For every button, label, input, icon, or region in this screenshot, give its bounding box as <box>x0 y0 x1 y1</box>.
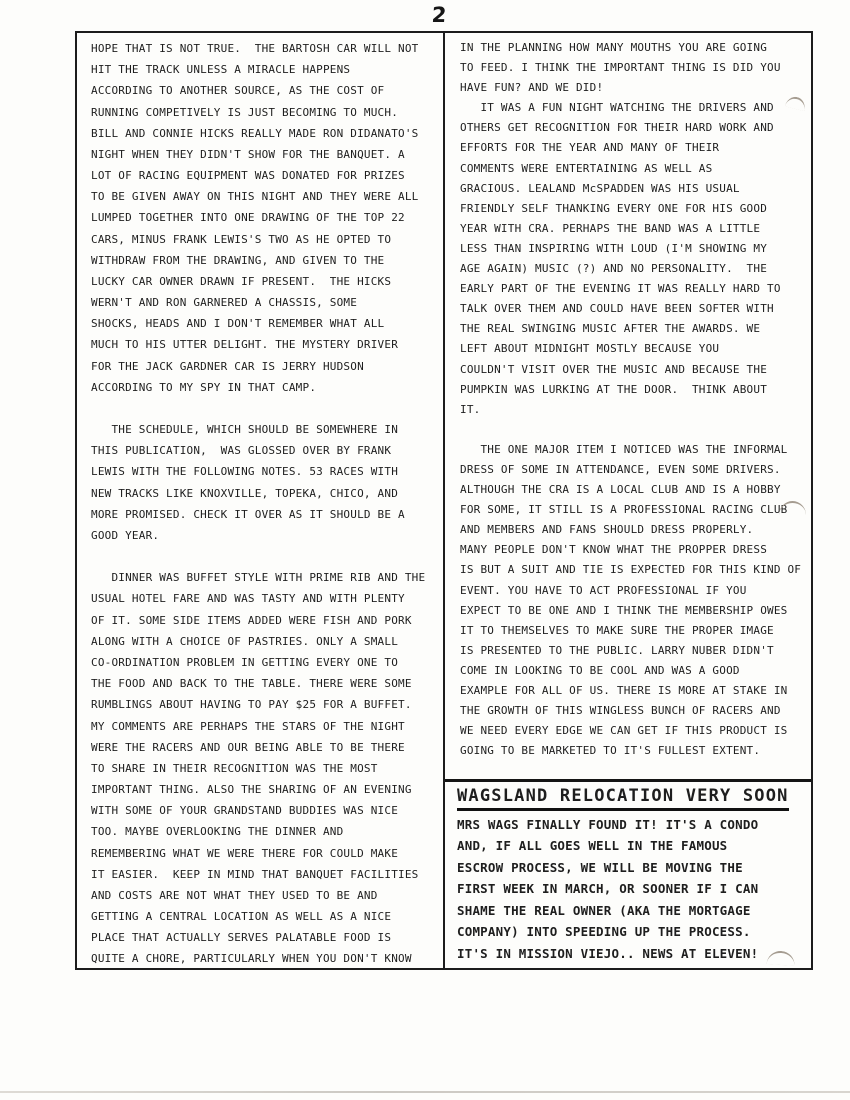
text-line: LUCKY CAR OWNER DRAWN IF PRESENT. THE HICKS <box>91 274 392 288</box>
text-line: COMPANY) INTO SPEEDING UP THE PROCESS. <box>457 924 751 939</box>
text-line: MRS WAGS FINALLY FOUND IT! IT'S A CONDO <box>457 816 759 832</box>
text-line: HAVE FUN? AND WE DID! <box>460 81 604 95</box>
text-line: FRIENDLY SELF THANKING EVERY ONE FOR HIS GOOD <box>460 201 768 215</box>
text-line: AGE AGAIN) MUSIC (?) AND NO PERSONALITY. THE <box>460 262 768 276</box>
text-line: LEFT ABOUT MIDNIGHT MOSTLY BECAUSE YOU <box>460 342 720 356</box>
text-line: IN THE PLANNING HOW MANY MOUTHS YOU ARE GOING <box>460 41 768 54</box>
text-line: COME IN LOOKING TO BE COOL AND WAS A GOOD <box>460 663 740 677</box>
text-line: TOO. MAYBE OVERLOOKING THE DINNER AND <box>91 825 344 839</box>
text-line: WITH SOME OF YOUR GRANDSTAND BUDDIES WAS NICE <box>91 804 399 818</box>
right-column-box <box>443 31 813 970</box>
text-line: THE REAL SWINGING MUSIC AFTER THE AWARDS. WE <box>460 322 761 336</box>
text-line: THE GROWTH OF THIS WINGLESS BUNCH OF RACERS AND <box>460 704 781 718</box>
page-number: 2 <box>430 3 448 27</box>
text-line: WERN'T AND RON GARNERED A CHASSIS, SOME <box>91 296 358 310</box>
text-line: YEAR WITH CRA. PERHAPS THE BAND WAS A LITTLE <box>460 221 761 235</box>
text-line: WE NEED EVERY EDGE WE CAN GET IF THIS PRODUCT IS <box>460 724 788 738</box>
wagsland-heading: WAGSLAND RELOCATION VERY SOON <box>457 785 789 811</box>
text-line: USUAL HOTEL FARE AND WAS TASTY AND WITH PLENTY <box>91 592 405 606</box>
text-line: HOPE THAT IS NOT TRUE. THE BARTOSH CAR WILL NOT <box>91 42 419 55</box>
text-line <box>91 546 437 567</box>
text-line: IT'S IN MISSION VIEJO.. NEWS AT ELEVEN! <box>457 945 759 961</box>
text-line: DINNER WAS BUFFET STYLE WITH PRIME RIB AND THE <box>91 571 426 585</box>
text-line: THE FOOD AND BACK TO THE TABLE. THERE WERE SOME <box>91 677 412 691</box>
left-column-box <box>75 31 445 970</box>
left-column-text <box>91 38 437 970</box>
text-line: REMEMBERING WHAT WE WERE THERE FOR COULD MAKE <box>91 846 399 860</box>
text-line: TO BE GIVEN AWAY ON THIS NIGHT AND THEY WERE ALL <box>91 190 419 204</box>
text-line: MANY PEOPLE DON'T KNOW WHAT THE PROPPER DRESS <box>460 543 768 557</box>
text-line: PUMPKIN WAS LURKING AT THE DOOR. THINK ABOUT <box>460 382 768 396</box>
text-line: WERE THE RACERS AND OUR BEING ABLE TO BE THERE <box>91 740 405 754</box>
text-line: IT EASIER. KEEP IN MIND THAT BANQUET FACILITIES <box>91 867 419 881</box>
text-line: SHOCKS, HEADS AND I DON'T REMEMBER WHAT ALL <box>91 317 385 331</box>
right-column-text <box>460 38 805 761</box>
text-line: EXPECT TO BE ONE AND I THINK THE MEMBERSHIP OWES <box>460 603 788 617</box>
text-line: AND COSTS ARE NOT WHAT THEY USED TO BE AND <box>91 888 378 902</box>
text-line: OTHERS GET RECOGNITION FOR THEIR HARD WORK AND <box>460 121 774 135</box>
text-line: DRESS OF SOME IN ATTENDANCE, EVEN SOME DRIVERS. <box>460 462 781 476</box>
text-line: TO SHARE IN THEIR RECOGNITION WAS THE MOST <box>91 761 378 775</box>
text-line: NEW TRACKS LIKE KNOXVILLE, TOPEKA, CHICO, AND <box>91 486 399 500</box>
text-line: PLACE THAT ACTUALLY SERVES PALATABLE FOOD IS <box>91 931 392 945</box>
text-line: CARS, MINUS FRANK LEWIS'S TWO AS HE OPTED TO <box>91 232 392 246</box>
text-line: ALTHOUGH THE CRA IS A LOCAL CLUB AND IS A HOBBY <box>460 483 781 497</box>
text-line: THIS PUBLICATION, WAS GLOSSED OVER BY FRANK <box>91 444 392 458</box>
text-line: IT TO THEMSELVES TO MAKE SURE THE PROPER IMAGE <box>460 623 774 637</box>
text-line: GOING TO BE MARKETED TO IT'S FULLEST EXTENT. <box>460 744 761 758</box>
text-line: TO FEED. I THINK THE IMPORTANT THING IS DID YOU <box>460 61 781 75</box>
text-line: NIGHT WHEN THEY DIDN'T SHOW FOR THE BANQUET. A <box>91 147 405 161</box>
text-line: BILL AND CONNIE HICKS REALLY MADE RON DIDANATO'S <box>91 126 419 140</box>
text-line: WITHDRAW FROM THE DRAWING, AND GIVEN TO THE <box>91 253 385 267</box>
text-line: MORE PROMISED. CHECK IT OVER AS IT SHOULD BE A <box>91 507 405 521</box>
text-line: MY COMMENTS ARE PERHAPS THE STARS OF THE NIGHT <box>91 719 405 733</box>
text-line: LESS THAN INSPIRING WITH LOUD (I'M SHOWING MY <box>460 241 768 255</box>
text-line: FOR SOME, IT STILL IS A PROFESSIONAL RACING CLUB <box>460 503 788 517</box>
text-line <box>91 398 437 419</box>
text-line: SHAME THE REAL OWNER (AKA THE MORTGAGE <box>457 902 751 918</box>
text-line: THE SCHEDULE, WHICH SHOULD BE SOMEWHERE IN <box>91 423 399 437</box>
text-line: IT. <box>460 402 481 416</box>
text-line: COMMENTS WERE ENTERTAINING AS WELL AS <box>460 161 713 175</box>
text-line: COULDN'T VISIT OVER THE MUSIC AND BECAUSE THE <box>460 362 768 376</box>
text-line: LEWIS WITH THE FOLLOWING NOTES. 53 RACES WITH <box>91 465 399 479</box>
text-line: GRACIOUS. LEALAND McSPADDEN WAS HIS USUAL <box>460 181 740 195</box>
text-line: AND, IF ALL GOES WELL IN THE FAMOUS <box>457 838 728 853</box>
text-line: CO-ORDINATION PROBLEM IN GETTING EVERY ONE TO <box>91 655 399 669</box>
text-line: GETTING A CENTRAL LOCATION AS WELL AS A NICE <box>91 910 392 924</box>
text-line: IS PRESENTED TO THE PUBLIC. LARRY NUBER DIDN'T <box>460 643 774 657</box>
text-line: QUITE A CHORE, PARTICULARLY WHEN YOU DON'T KNOW <box>91 952 412 966</box>
text-line: THE ONE MAJOR ITEM I NOTICED WAS THE INFORMAL <box>460 442 788 456</box>
text-line: IMPORTANT THING. ALSO THE SHARING OF AN EVENING <box>91 783 412 797</box>
text-line: ESCROW PROCESS, WE WILL BE MOVING THE <box>457 859 743 875</box>
text-line: FOR THE JACK GARDNER CAR IS JERRY HUDSON <box>91 359 364 373</box>
text-line: EARLY PART OF THE EVENING IT WAS REALLY HARD TO <box>460 282 781 296</box>
wagsland-section <box>445 779 811 969</box>
text-line: GOOD YEAR. <box>91 528 160 542</box>
text-line: ACCORDING TO MY SPY IN THAT CAMP. <box>91 380 317 394</box>
text-line: IT WAS A FUN NIGHT WATCHING THE DRIVERS AND <box>460 101 774 115</box>
text-line: ALONG WITH A CHOICE OF PASTRIES. ONLY A SMALL <box>91 634 399 648</box>
text-line: HIT THE TRACK UNLESS A MIRACLE HAPPENS <box>91 63 351 77</box>
text-line: RUMBLINGS ABOUT HAVING TO PAY $25 FOR A BUFFET. <box>91 698 412 712</box>
text-line: RUNNING COMPETIVELY IS JUST BECOMING TO MUCH. <box>91 105 399 119</box>
text-line: EXAMPLE FOR ALL OF US. THERE IS MORE AT STAKE IN <box>460 684 788 697</box>
scan-page-edge <box>0 1091 850 1093</box>
text-line: TALK OVER THEM AND COULD HAVE BEEN SOFTER WITH <box>460 302 774 316</box>
text-line: MUCH TO HIS UTTER DELIGHT. THE MYSTERY DRIVER <box>91 338 399 352</box>
text-line: EFFORTS FOR THE YEAR AND MANY OF THEIR <box>460 141 720 155</box>
text-line: IS BUT A SUIT AND TIE IS EXPECTED FOR THIS KIND OF <box>460 563 802 577</box>
text-line: LUMPED TOGETHER INTO ONE DRAWING OF THE TOP 22 <box>91 211 405 225</box>
text-line: ACCORDING TO ANOTHER SOURCE, AS THE COST OF <box>91 84 385 98</box>
text-line: LOT OF RACING EQUIPMENT WAS DONATED FOR PRIZES <box>91 169 405 183</box>
wagsland-text <box>457 814 803 965</box>
text-line <box>460 420 805 440</box>
text-line: FIRST WEEK IN MARCH, OR SOONER IF I CAN <box>457 881 759 896</box>
text-line: EVENT. YOU HAVE TO ACT PROFESSIONAL IF YOU <box>460 583 747 597</box>
text-line: OF IT. SOME SIDE ITEMS ADDED WERE FISH AND PORK <box>91 613 412 627</box>
text-line: AND MEMBERS AND FANS SHOULD DRESS PROPERLY. <box>460 523 754 537</box>
